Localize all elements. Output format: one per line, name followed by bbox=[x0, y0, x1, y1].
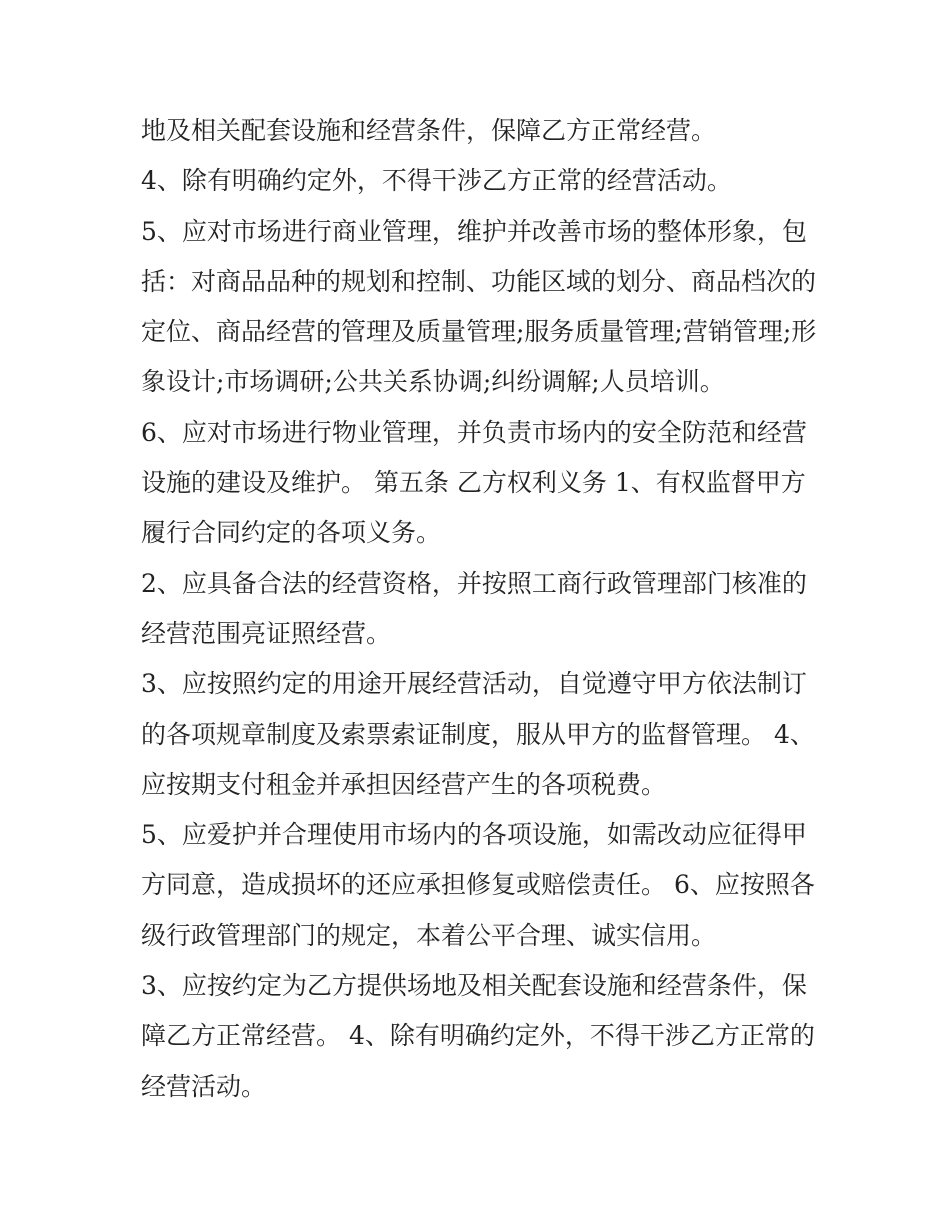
text-line: 定位、商品经营的管理及质量管理;服务质量管理;营销管理;形 bbox=[141, 317, 817, 347]
text-line: 4、除有明确约定外，不得干涉乙方正常的经营活动。 bbox=[141, 166, 732, 196]
text-line: 3、应按照约定的用途开展经营活动，自觉遵守甲方依法制订 bbox=[141, 669, 807, 699]
text-line: 经营活动。 bbox=[141, 1071, 267, 1101]
text-line: 障乙方正常经营。 4、除有明确约定外，不得干涉乙方正常的 bbox=[141, 1021, 815, 1051]
text-line: 5、应爱护并合理使用市场内的各项设施，如需改动应征得甲 bbox=[141, 820, 807, 850]
text-line: 地及相关配套设施和经营条件，保障乙方正常经营。 bbox=[141, 116, 717, 145]
text-line: 应按期支付租金并承担因经营产生的各项税费。 bbox=[141, 769, 667, 799]
text-line: 方同意，造成损坏的还应承担修复或赔偿责任。 6、应按照各 bbox=[141, 870, 815, 900]
text-line: 象设计;市场调研;公共关系协调;纠纷调解;人员培训。 bbox=[141, 367, 725, 397]
text-line: 6、应对市场进行物业管理，并负责市场内的安全防范和经营 bbox=[141, 417, 807, 447]
text-line: 级行政管理部门的规定，本着公平合理、诚实信用。 bbox=[141, 920, 717, 950]
text-line: 3、应按约定为乙方提供场地及相关配套设施和经营条件，保 bbox=[141, 971, 807, 1001]
text-line: 的各项规章制度及索票索证制度，服从甲方的监督管理。 4、 bbox=[141, 719, 815, 749]
text-line: 设施的建设及维护。 第五条 乙方权利义务 1、有权监督甲方 bbox=[141, 468, 806, 498]
text-line: 经营范围亮证照经营。 bbox=[141, 618, 392, 648]
text-line: 括：对商品品种的规划和控制、功能区域的划分、商品档次的 bbox=[141, 266, 817, 296]
text-line: 5、应对市场进行商业管理，维护并改善市场的整体形象，包 bbox=[141, 216, 807, 246]
text-line: 2、应具备合法的经营资格，并按照工商行政管理部门核准的 bbox=[141, 568, 807, 598]
text-line: 履行合同约定的各项义务。 bbox=[141, 518, 442, 548]
document-body bbox=[141, 106, 817, 1112]
